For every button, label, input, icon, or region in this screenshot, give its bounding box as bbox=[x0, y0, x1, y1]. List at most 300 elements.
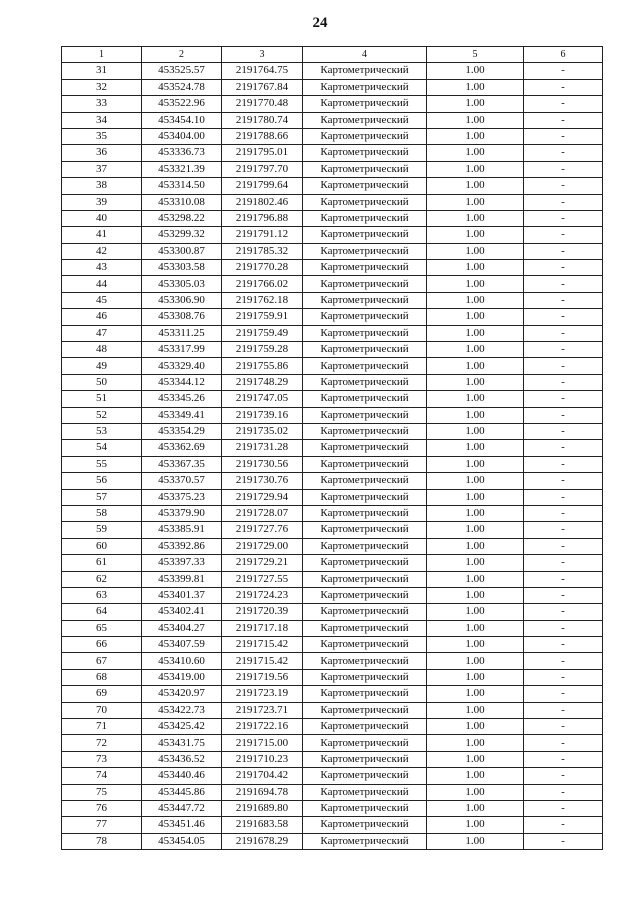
accuracy-cell: 1.00 bbox=[427, 800, 524, 816]
accuracy-cell: 1.00 bbox=[427, 571, 524, 587]
accuracy-cell: 1.00 bbox=[427, 620, 524, 636]
point-number-cell: 64 bbox=[62, 604, 142, 620]
column-header: 1 bbox=[62, 47, 142, 63]
method-cell: Картометрический bbox=[303, 604, 427, 620]
remark-cell: - bbox=[524, 784, 603, 800]
table-row bbox=[62, 817, 603, 833]
method-cell: Картометрический bbox=[303, 768, 427, 784]
method-cell: Картометрический bbox=[303, 751, 427, 767]
table-row bbox=[62, 161, 603, 177]
point-number-cell: 50 bbox=[62, 374, 142, 390]
accuracy-cell: 1.00 bbox=[427, 358, 524, 374]
accuracy-cell: 1.00 bbox=[427, 260, 524, 276]
table-row bbox=[62, 292, 603, 308]
table-row bbox=[62, 505, 603, 521]
method-cell: Картометрический bbox=[303, 440, 427, 456]
remark-cell: - bbox=[524, 342, 603, 358]
x-coordinate-cell: 453370.57 bbox=[142, 473, 222, 489]
remark-cell: - bbox=[524, 604, 603, 620]
y-coordinate-cell: 2191704.42 bbox=[222, 768, 303, 784]
method-cell: Картометрический bbox=[303, 63, 427, 79]
y-coordinate-cell: 2191759.91 bbox=[222, 309, 303, 325]
table-row bbox=[62, 571, 603, 587]
accuracy-cell: 1.00 bbox=[427, 210, 524, 226]
y-coordinate-cell: 2191717.18 bbox=[222, 620, 303, 636]
point-number-cell: 75 bbox=[62, 784, 142, 800]
x-coordinate-cell: 453321.39 bbox=[142, 161, 222, 177]
method-cell: Картометрический bbox=[303, 260, 427, 276]
table-row bbox=[62, 702, 603, 718]
point-number-cell: 60 bbox=[62, 538, 142, 554]
method-cell: Картометрический bbox=[303, 407, 427, 423]
x-coordinate-cell: 453524.78 bbox=[142, 79, 222, 95]
remark-cell: - bbox=[524, 800, 603, 816]
point-number-cell: 44 bbox=[62, 276, 142, 292]
point-number-cell: 49 bbox=[62, 358, 142, 374]
x-coordinate-cell: 453375.23 bbox=[142, 489, 222, 505]
y-coordinate-cell: 2191689.80 bbox=[222, 800, 303, 816]
table-row bbox=[62, 489, 603, 505]
y-coordinate-cell: 2191694.78 bbox=[222, 784, 303, 800]
accuracy-cell: 1.00 bbox=[427, 538, 524, 554]
accuracy-cell: 1.00 bbox=[427, 423, 524, 439]
remark-cell: - bbox=[524, 489, 603, 505]
y-coordinate-cell: 2191719.56 bbox=[222, 669, 303, 685]
table-row bbox=[62, 423, 603, 439]
remark-cell: - bbox=[524, 325, 603, 341]
y-coordinate-cell: 2191755.86 bbox=[222, 358, 303, 374]
x-coordinate-cell: 453525.57 bbox=[142, 63, 222, 79]
y-coordinate-cell: 2191683.58 bbox=[222, 817, 303, 833]
y-coordinate-cell: 2191735.02 bbox=[222, 423, 303, 439]
remark-cell: - bbox=[524, 128, 603, 144]
point-number-cell: 65 bbox=[62, 620, 142, 636]
method-cell: Картометрический bbox=[303, 555, 427, 571]
point-number-cell: 78 bbox=[62, 833, 142, 849]
method-cell: Картометрический bbox=[303, 112, 427, 128]
x-coordinate-cell: 453354.29 bbox=[142, 423, 222, 439]
remark-cell: - bbox=[524, 620, 603, 636]
table-row bbox=[62, 342, 603, 358]
point-number-cell: 37 bbox=[62, 161, 142, 177]
point-number-cell: 43 bbox=[62, 260, 142, 276]
accuracy-cell: 1.00 bbox=[427, 817, 524, 833]
accuracy-cell: 1.00 bbox=[427, 161, 524, 177]
y-coordinate-cell: 2191780.74 bbox=[222, 112, 303, 128]
accuracy-cell: 1.00 bbox=[427, 178, 524, 194]
remark-cell: - bbox=[524, 686, 603, 702]
x-coordinate-cell: 453311.25 bbox=[142, 325, 222, 341]
x-coordinate-cell: 453298.22 bbox=[142, 210, 222, 226]
x-coordinate-cell: 453308.76 bbox=[142, 309, 222, 325]
x-coordinate-cell: 453345.26 bbox=[142, 391, 222, 407]
method-cell: Картометрический bbox=[303, 325, 427, 341]
accuracy-cell: 1.00 bbox=[427, 768, 524, 784]
x-coordinate-cell: 453419.00 bbox=[142, 669, 222, 685]
table-header-row bbox=[62, 47, 603, 63]
accuracy-cell: 1.00 bbox=[427, 374, 524, 390]
page-number: 24 bbox=[312, 15, 328, 31]
point-number-cell: 74 bbox=[62, 768, 142, 784]
y-coordinate-cell: 2191731.28 bbox=[222, 440, 303, 456]
table-row bbox=[62, 833, 603, 849]
point-number-cell: 35 bbox=[62, 128, 142, 144]
method-cell: Картометрический bbox=[303, 637, 427, 653]
y-coordinate-cell: 2191678.29 bbox=[222, 833, 303, 849]
table-row bbox=[62, 637, 603, 653]
table-row bbox=[62, 768, 603, 784]
x-coordinate-cell: 453522.96 bbox=[142, 96, 222, 112]
x-coordinate-cell: 453379.90 bbox=[142, 505, 222, 521]
method-cell: Картометрический bbox=[303, 653, 427, 669]
y-coordinate-cell: 2191785.32 bbox=[222, 243, 303, 259]
x-coordinate-cell: 453392.86 bbox=[142, 538, 222, 554]
remark-cell: - bbox=[524, 505, 603, 521]
table-row bbox=[62, 669, 603, 685]
point-number-cell: 67 bbox=[62, 653, 142, 669]
point-number-cell: 53 bbox=[62, 423, 142, 439]
x-coordinate-cell: 453303.58 bbox=[142, 260, 222, 276]
accuracy-cell: 1.00 bbox=[427, 505, 524, 521]
remark-cell: - bbox=[524, 522, 603, 538]
remark-cell: - bbox=[524, 96, 603, 112]
table-row bbox=[62, 538, 603, 554]
table-row bbox=[62, 653, 603, 669]
accuracy-cell: 1.00 bbox=[427, 751, 524, 767]
accuracy-cell: 1.00 bbox=[427, 227, 524, 243]
method-cell: Картометрический bbox=[303, 374, 427, 390]
method-cell: Картометрический bbox=[303, 833, 427, 849]
accuracy-cell: 1.00 bbox=[427, 194, 524, 210]
table-row bbox=[62, 456, 603, 472]
table-row bbox=[62, 620, 603, 636]
y-coordinate-cell: 2191795.01 bbox=[222, 145, 303, 161]
point-number-cell: 42 bbox=[62, 243, 142, 259]
method-cell: Картометрический bbox=[303, 128, 427, 144]
remark-cell: - bbox=[524, 637, 603, 653]
x-coordinate-cell: 453300.87 bbox=[142, 243, 222, 259]
y-coordinate-cell: 2191762.18 bbox=[222, 292, 303, 308]
point-number-cell: 56 bbox=[62, 473, 142, 489]
table-row bbox=[62, 604, 603, 620]
point-number-cell: 31 bbox=[62, 63, 142, 79]
remark-cell: - bbox=[524, 833, 603, 849]
point-number-cell: 33 bbox=[62, 96, 142, 112]
y-coordinate-cell: 2191770.28 bbox=[222, 260, 303, 276]
y-coordinate-cell: 2191797.70 bbox=[222, 161, 303, 177]
method-cell: Картометрический bbox=[303, 800, 427, 816]
accuracy-cell: 1.00 bbox=[427, 604, 524, 620]
remark-cell: - bbox=[524, 145, 603, 161]
method-cell: Картометрический bbox=[303, 686, 427, 702]
remark-cell: - bbox=[524, 538, 603, 554]
y-coordinate-cell: 2191796.88 bbox=[222, 210, 303, 226]
x-coordinate-cell: 453401.37 bbox=[142, 587, 222, 603]
accuracy-cell: 1.00 bbox=[427, 128, 524, 144]
remark-cell: - bbox=[524, 456, 603, 472]
method-cell: Картометрический bbox=[303, 96, 427, 112]
method-cell: Картометрический bbox=[303, 702, 427, 718]
x-coordinate-cell: 453407.59 bbox=[142, 637, 222, 653]
accuracy-cell: 1.00 bbox=[427, 391, 524, 407]
table-row bbox=[62, 587, 603, 603]
method-cell: Картометрический bbox=[303, 473, 427, 489]
remark-cell: - bbox=[524, 374, 603, 390]
point-number-cell: 70 bbox=[62, 702, 142, 718]
y-coordinate-cell: 2191747.05 bbox=[222, 391, 303, 407]
accuracy-cell: 1.00 bbox=[427, 489, 524, 505]
accuracy-cell: 1.00 bbox=[427, 473, 524, 489]
table-row bbox=[62, 374, 603, 390]
accuracy-cell: 1.00 bbox=[427, 342, 524, 358]
y-coordinate-cell: 2191739.16 bbox=[222, 407, 303, 423]
remark-cell: - bbox=[524, 768, 603, 784]
method-cell: Картометрический bbox=[303, 292, 427, 308]
accuracy-cell: 1.00 bbox=[427, 686, 524, 702]
x-coordinate-cell: 453305.03 bbox=[142, 276, 222, 292]
x-coordinate-cell: 453404.27 bbox=[142, 620, 222, 636]
point-number-cell: 38 bbox=[62, 178, 142, 194]
y-coordinate-cell: 2191710.23 bbox=[222, 751, 303, 767]
accuracy-cell: 1.00 bbox=[427, 276, 524, 292]
remark-cell: - bbox=[524, 751, 603, 767]
x-coordinate-cell: 453329.40 bbox=[142, 358, 222, 374]
accuracy-cell: 1.00 bbox=[427, 440, 524, 456]
method-cell: Картометрический bbox=[303, 784, 427, 800]
method-cell: Картометрический bbox=[303, 456, 427, 472]
method-cell: Картометрический bbox=[303, 587, 427, 603]
table-row bbox=[62, 227, 603, 243]
y-coordinate-cell: 2191764.75 bbox=[222, 63, 303, 79]
accuracy-cell: 1.00 bbox=[427, 309, 524, 325]
accuracy-cell: 1.00 bbox=[427, 784, 524, 800]
remark-cell: - bbox=[524, 276, 603, 292]
table-row bbox=[62, 358, 603, 374]
point-number-cell: 57 bbox=[62, 489, 142, 505]
table-row bbox=[62, 194, 603, 210]
y-coordinate-cell: 2191766.02 bbox=[222, 276, 303, 292]
x-coordinate-cell: 453349.41 bbox=[142, 407, 222, 423]
x-coordinate-cell: 453344.12 bbox=[142, 374, 222, 390]
table-row bbox=[62, 325, 603, 341]
table-row bbox=[62, 522, 603, 538]
method-cell: Картометрический bbox=[303, 505, 427, 521]
table-row bbox=[62, 686, 603, 702]
accuracy-cell: 1.00 bbox=[427, 719, 524, 735]
method-cell: Картометрический bbox=[303, 817, 427, 833]
y-coordinate-cell: 2191788.66 bbox=[222, 128, 303, 144]
point-number-cell: 40 bbox=[62, 210, 142, 226]
remark-cell: - bbox=[524, 555, 603, 571]
remark-cell: - bbox=[524, 227, 603, 243]
point-number-cell: 77 bbox=[62, 817, 142, 833]
point-number-cell: 69 bbox=[62, 686, 142, 702]
remark-cell: - bbox=[524, 702, 603, 718]
column-header: 3 bbox=[222, 47, 303, 63]
accuracy-cell: 1.00 bbox=[427, 325, 524, 341]
accuracy-cell: 1.00 bbox=[427, 637, 524, 653]
column-header: 2 bbox=[142, 47, 222, 63]
method-cell: Картометрический bbox=[303, 276, 427, 292]
table-row bbox=[62, 112, 603, 128]
point-number-cell: 55 bbox=[62, 456, 142, 472]
remark-cell: - bbox=[524, 587, 603, 603]
y-coordinate-cell: 2191759.49 bbox=[222, 325, 303, 341]
y-coordinate-cell: 2191723.19 bbox=[222, 686, 303, 702]
remark-cell: - bbox=[524, 161, 603, 177]
point-number-cell: 39 bbox=[62, 194, 142, 210]
method-cell: Картометрический bbox=[303, 79, 427, 95]
y-coordinate-cell: 2191723.71 bbox=[222, 702, 303, 718]
x-coordinate-cell: 453299.32 bbox=[142, 227, 222, 243]
accuracy-cell: 1.00 bbox=[427, 407, 524, 423]
point-number-cell: 66 bbox=[62, 637, 142, 653]
point-number-cell: 59 bbox=[62, 522, 142, 538]
accuracy-cell: 1.00 bbox=[427, 653, 524, 669]
y-coordinate-cell: 2191727.76 bbox=[222, 522, 303, 538]
remark-cell: - bbox=[524, 407, 603, 423]
x-coordinate-cell: 453451.46 bbox=[142, 817, 222, 833]
x-coordinate-cell: 453336.73 bbox=[142, 145, 222, 161]
table-row bbox=[62, 145, 603, 161]
column-header: 4 bbox=[303, 47, 427, 63]
table-row bbox=[62, 79, 603, 95]
remark-cell: - bbox=[524, 292, 603, 308]
remark-cell: - bbox=[524, 79, 603, 95]
remark-cell: - bbox=[524, 817, 603, 833]
x-coordinate-cell: 453410.60 bbox=[142, 653, 222, 669]
x-coordinate-cell: 453402.41 bbox=[142, 604, 222, 620]
y-coordinate-cell: 2191728.07 bbox=[222, 505, 303, 521]
point-number-cell: 48 bbox=[62, 342, 142, 358]
table-row bbox=[62, 800, 603, 816]
x-coordinate-cell: 453317.99 bbox=[142, 342, 222, 358]
y-coordinate-cell: 2191730.76 bbox=[222, 473, 303, 489]
table-body bbox=[62, 63, 603, 850]
x-coordinate-cell: 453385.91 bbox=[142, 522, 222, 538]
point-number-cell: 41 bbox=[62, 227, 142, 243]
point-number-cell: 34 bbox=[62, 112, 142, 128]
remark-cell: - bbox=[524, 63, 603, 79]
x-coordinate-cell: 453454.05 bbox=[142, 833, 222, 849]
method-cell: Картометрический bbox=[303, 210, 427, 226]
method-cell: Картометрический bbox=[303, 423, 427, 439]
table-row bbox=[62, 63, 603, 79]
table-row bbox=[62, 96, 603, 112]
y-coordinate-cell: 2191730.56 bbox=[222, 456, 303, 472]
accuracy-cell: 1.00 bbox=[427, 669, 524, 685]
method-cell: Картометрический bbox=[303, 194, 427, 210]
method-cell: Картометрический bbox=[303, 719, 427, 735]
point-number-cell: 62 bbox=[62, 571, 142, 587]
remark-cell: - bbox=[524, 309, 603, 325]
accuracy-cell: 1.00 bbox=[427, 702, 524, 718]
point-number-cell: 36 bbox=[62, 145, 142, 161]
coordinates-table bbox=[61, 46, 603, 850]
x-coordinate-cell: 453431.75 bbox=[142, 735, 222, 751]
accuracy-cell: 1.00 bbox=[427, 522, 524, 538]
x-coordinate-cell: 453367.35 bbox=[142, 456, 222, 472]
remark-cell: - bbox=[524, 112, 603, 128]
method-cell: Картометрический bbox=[303, 178, 427, 194]
point-number-cell: 32 bbox=[62, 79, 142, 95]
method-cell: Картометрический bbox=[303, 620, 427, 636]
y-coordinate-cell: 2191802.46 bbox=[222, 194, 303, 210]
point-number-cell: 73 bbox=[62, 751, 142, 767]
accuracy-cell: 1.00 bbox=[427, 112, 524, 128]
remark-cell: - bbox=[524, 473, 603, 489]
accuracy-cell: 1.00 bbox=[427, 145, 524, 161]
x-coordinate-cell: 453362.69 bbox=[142, 440, 222, 456]
column-header: 5 bbox=[427, 47, 524, 63]
accuracy-cell: 1.00 bbox=[427, 735, 524, 751]
remark-cell: - bbox=[524, 669, 603, 685]
point-number-cell: 76 bbox=[62, 800, 142, 816]
remark-cell: - bbox=[524, 440, 603, 456]
remark-cell: - bbox=[524, 423, 603, 439]
x-coordinate-cell: 453436.52 bbox=[142, 751, 222, 767]
remark-cell: - bbox=[524, 243, 603, 259]
point-number-cell: 61 bbox=[62, 555, 142, 571]
remark-cell: - bbox=[524, 571, 603, 587]
method-cell: Картометрический bbox=[303, 571, 427, 587]
method-cell: Картометрический bbox=[303, 227, 427, 243]
x-coordinate-cell: 453420.97 bbox=[142, 686, 222, 702]
y-coordinate-cell: 2191722.16 bbox=[222, 719, 303, 735]
y-coordinate-cell: 2191729.21 bbox=[222, 555, 303, 571]
accuracy-cell: 1.00 bbox=[427, 96, 524, 112]
remark-cell: - bbox=[524, 391, 603, 407]
table-row bbox=[62, 178, 603, 194]
method-cell: Картометрический bbox=[303, 145, 427, 161]
method-cell: Картометрический bbox=[303, 735, 427, 751]
accuracy-cell: 1.00 bbox=[427, 79, 524, 95]
method-cell: Картометрический bbox=[303, 161, 427, 177]
method-cell: Картометрический bbox=[303, 309, 427, 325]
point-number-cell: 68 bbox=[62, 669, 142, 685]
table-row bbox=[62, 210, 603, 226]
remark-cell: - bbox=[524, 653, 603, 669]
point-number-cell: 52 bbox=[62, 407, 142, 423]
accuracy-cell: 1.00 bbox=[427, 292, 524, 308]
y-coordinate-cell: 2191791.12 bbox=[222, 227, 303, 243]
accuracy-cell: 1.00 bbox=[427, 456, 524, 472]
x-coordinate-cell: 453310.08 bbox=[142, 194, 222, 210]
table-row bbox=[62, 391, 603, 407]
x-coordinate-cell: 453445.86 bbox=[142, 784, 222, 800]
table-row bbox=[62, 751, 603, 767]
table-row bbox=[62, 260, 603, 276]
point-number-cell: 54 bbox=[62, 440, 142, 456]
table-row bbox=[62, 243, 603, 259]
y-coordinate-cell: 2191727.55 bbox=[222, 571, 303, 587]
x-coordinate-cell: 453306.90 bbox=[142, 292, 222, 308]
table-row bbox=[62, 735, 603, 751]
method-cell: Картометрический bbox=[303, 538, 427, 554]
remark-cell: - bbox=[524, 719, 603, 735]
y-coordinate-cell: 2191715.00 bbox=[222, 735, 303, 751]
point-number-cell: 63 bbox=[62, 587, 142, 603]
column-header: 6 bbox=[524, 47, 603, 63]
point-number-cell: 46 bbox=[62, 309, 142, 325]
table-row bbox=[62, 276, 603, 292]
x-coordinate-cell: 453425.42 bbox=[142, 719, 222, 735]
y-coordinate-cell: 2191729.00 bbox=[222, 538, 303, 554]
accuracy-cell: 1.00 bbox=[427, 833, 524, 849]
method-cell: Картометрический bbox=[303, 243, 427, 259]
accuracy-cell: 1.00 bbox=[427, 243, 524, 259]
table-row bbox=[62, 719, 603, 735]
